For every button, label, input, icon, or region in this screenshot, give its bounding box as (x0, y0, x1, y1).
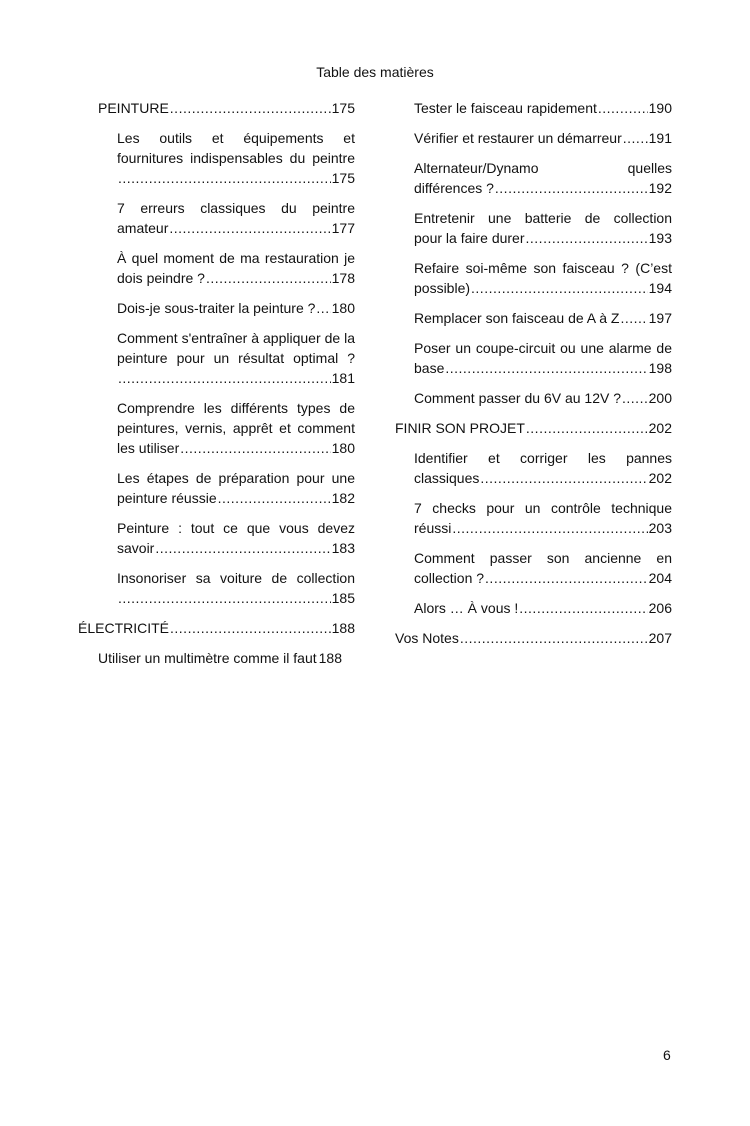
toc-page-number: 183 (331, 540, 355, 556)
page-number: 6 (663, 1047, 671, 1063)
toc-page-number: 194 (648, 280, 672, 296)
dot-leader (526, 418, 648, 438)
toc-entry-title: collection ? (414, 570, 485, 586)
dot-leader (170, 98, 331, 118)
toc-entry[interactable] (78, 198, 355, 238)
toc-entry[interactable] (395, 448, 672, 488)
toc-entry-title-line: Les outils et équipements et fournitures indispensables du peintre (117, 130, 355, 166)
toc-page-number: 175 (331, 170, 355, 186)
toc-entry-title: pour la faire durer (414, 230, 525, 246)
dot-leader (118, 588, 331, 608)
toc-entry[interactable] (78, 298, 355, 318)
toc-page-number: 177 (331, 220, 355, 236)
dot-leader (495, 178, 648, 198)
toc-entry-title: réussi (414, 520, 452, 536)
toc-entry-title-line: Identifier et corriger les pannes (414, 450, 672, 466)
dot-leader (316, 298, 330, 318)
toc-right-column (395, 98, 672, 658)
toc-page-number: 197 (648, 310, 672, 326)
toc-page-number: 188 (331, 620, 355, 636)
toc-page-number: 206 (648, 600, 672, 616)
toc-entry[interactable] (395, 158, 672, 198)
toc-page-number: 192 (648, 180, 672, 196)
toc-entry[interactable] (395, 258, 672, 298)
dot-leader (598, 98, 648, 118)
toc-entry-title-line: Peinture : tout ce que vous devez (117, 520, 355, 536)
dot-leader (485, 568, 648, 588)
toc-entry-title: Tester le faisceau rapidement (414, 100, 597, 116)
toc-entry[interactable] (78, 568, 355, 608)
toc-page-number: 188 (318, 650, 342, 666)
dot-leader (118, 168, 331, 188)
toc-entry-title: Comment passer du 6V au 12V ? (414, 390, 622, 406)
toc-entry[interactable] (78, 518, 355, 558)
toc-entry-title-line: 7 erreurs classiques du peintre (117, 200, 355, 216)
dot-leader (118, 368, 331, 388)
dot-leader (206, 268, 331, 288)
dot-leader (452, 518, 647, 538)
dot-leader (620, 308, 647, 328)
toc-page-number: 193 (648, 230, 672, 246)
toc-page-number: 207 (648, 630, 672, 646)
toc-entry-title-line: À quel moment de ma restauration je (117, 250, 355, 266)
toc-page-number: 180 (331, 440, 355, 456)
toc-entry-title: dois peindre ? (117, 270, 205, 286)
toc-left-column (78, 98, 355, 678)
toc-entry[interactable] (395, 418, 672, 438)
toc-entry-title: Dois-je sous-traiter la peinture ? (117, 300, 316, 316)
toc-page-number: 180 (331, 300, 355, 316)
toc-entry-title: FINIR SON PROJET (395, 420, 525, 436)
dot-leader (170, 618, 331, 638)
toc-page-number: 198 (648, 360, 672, 376)
toc-entry[interactable] (395, 128, 672, 148)
toc-page-number: 191 (648, 130, 672, 146)
toc-entry-title: classiques (414, 470, 480, 486)
toc-entry[interactable] (78, 468, 355, 508)
toc-entry-title: base (414, 360, 445, 376)
toc-entry-title-line: Les étapes de préparation pour une (117, 470, 355, 486)
toc-entry-title: PEINTURE (98, 100, 169, 116)
toc-page-number: 202 (648, 470, 672, 486)
toc-entry[interactable] (78, 398, 355, 458)
toc-entry-title-line: Entretenir une batterie de collection (414, 210, 672, 226)
toc-entry-title-line: Poser un coupe-circuit ou une alarme de (414, 340, 672, 356)
toc-page-number: 190 (648, 100, 672, 116)
toc-entry-title: les utiliser (117, 440, 180, 456)
toc-entry-title: peinture réussie (117, 490, 217, 506)
toc-entry[interactable] (78, 618, 355, 638)
dot-leader (623, 128, 648, 148)
dot-leader (622, 388, 648, 408)
dot-leader (471, 278, 648, 298)
dot-leader (460, 628, 648, 648)
toc-entry[interactable] (78, 248, 355, 288)
dot-leader (445, 358, 647, 378)
toc-entry[interactable] (395, 338, 672, 378)
toc-page-number: 204 (648, 570, 672, 586)
toc-entry[interactable] (395, 98, 672, 118)
toc-page-number: 202 (648, 420, 672, 436)
toc-entry[interactable] (78, 98, 355, 118)
toc-entry-title: amateur (117, 220, 169, 236)
toc-entry-title: savoir (117, 540, 155, 556)
toc-entry-title: possible) (414, 280, 471, 296)
toc-entry-title: Vérifier et restaurer un démarreur (414, 130, 622, 146)
toc-entry-title-line: Comment passer son ancienne en (414, 550, 672, 566)
toc-entry[interactable] (395, 548, 672, 588)
toc-entry[interactable] (395, 308, 672, 328)
toc-entry[interactable] (395, 498, 672, 538)
toc-entry-title-line: 7 checks pour un contrôle technique (414, 500, 672, 516)
toc-entry-title-line: Alternateur/Dynamo quelles (414, 160, 672, 176)
dot-leader (526, 228, 648, 248)
dot-leader (155, 538, 330, 558)
toc-entry[interactable] (395, 208, 672, 248)
toc-page-number: 200 (648, 390, 672, 406)
dot-leader (480, 468, 647, 488)
toc-entry-title-line: Refaire soi-même son faisceau ? (C’est (414, 260, 672, 276)
toc-page-number: 181 (331, 370, 355, 386)
toc-page-number: 175 (331, 100, 355, 116)
toc-entry[interactable] (78, 328, 355, 388)
toc-entry-title: Utiliser un multimètre comme il faut (98, 650, 317, 666)
toc-entry-title: Remplacer son faisceau de A à Z (414, 310, 620, 326)
toc-entry[interactable] (395, 628, 672, 648)
toc-entry-title: ÉLECTRICITÉ (78, 620, 170, 636)
toc-entry[interactable] (395, 598, 672, 618)
dot-leader (519, 598, 647, 618)
toc-entry[interactable] (78, 648, 355, 668)
dot-leader (218, 488, 331, 508)
page-header-title: Table des matières (316, 64, 434, 80)
toc-entry-title-line: Insonoriser sa voiture de collection (117, 570, 355, 586)
toc-entry-title: Alors … À vous ! (414, 600, 519, 616)
dot-leader (169, 218, 330, 238)
toc-page-number: 185 (331, 590, 355, 606)
toc-page-number: 203 (648, 520, 672, 536)
toc-entry[interactable] (395, 388, 672, 408)
toc-entry[interactable] (78, 128, 355, 188)
toc-entry-title-line: Comment s'entraîner à appliquer de la peinture pour un résultat optimal ? (117, 330, 355, 366)
toc-entry-title: différences ? (414, 180, 494, 196)
toc-entry-title: Vos Notes (395, 630, 459, 646)
toc-page-number: 182 (331, 490, 355, 506)
dot-leader (180, 438, 330, 458)
toc-entry-title-line: Comprendre les différents types de peintures, vernis, apprêt et comment (117, 400, 355, 436)
toc-page-number: 178 (331, 270, 355, 286)
